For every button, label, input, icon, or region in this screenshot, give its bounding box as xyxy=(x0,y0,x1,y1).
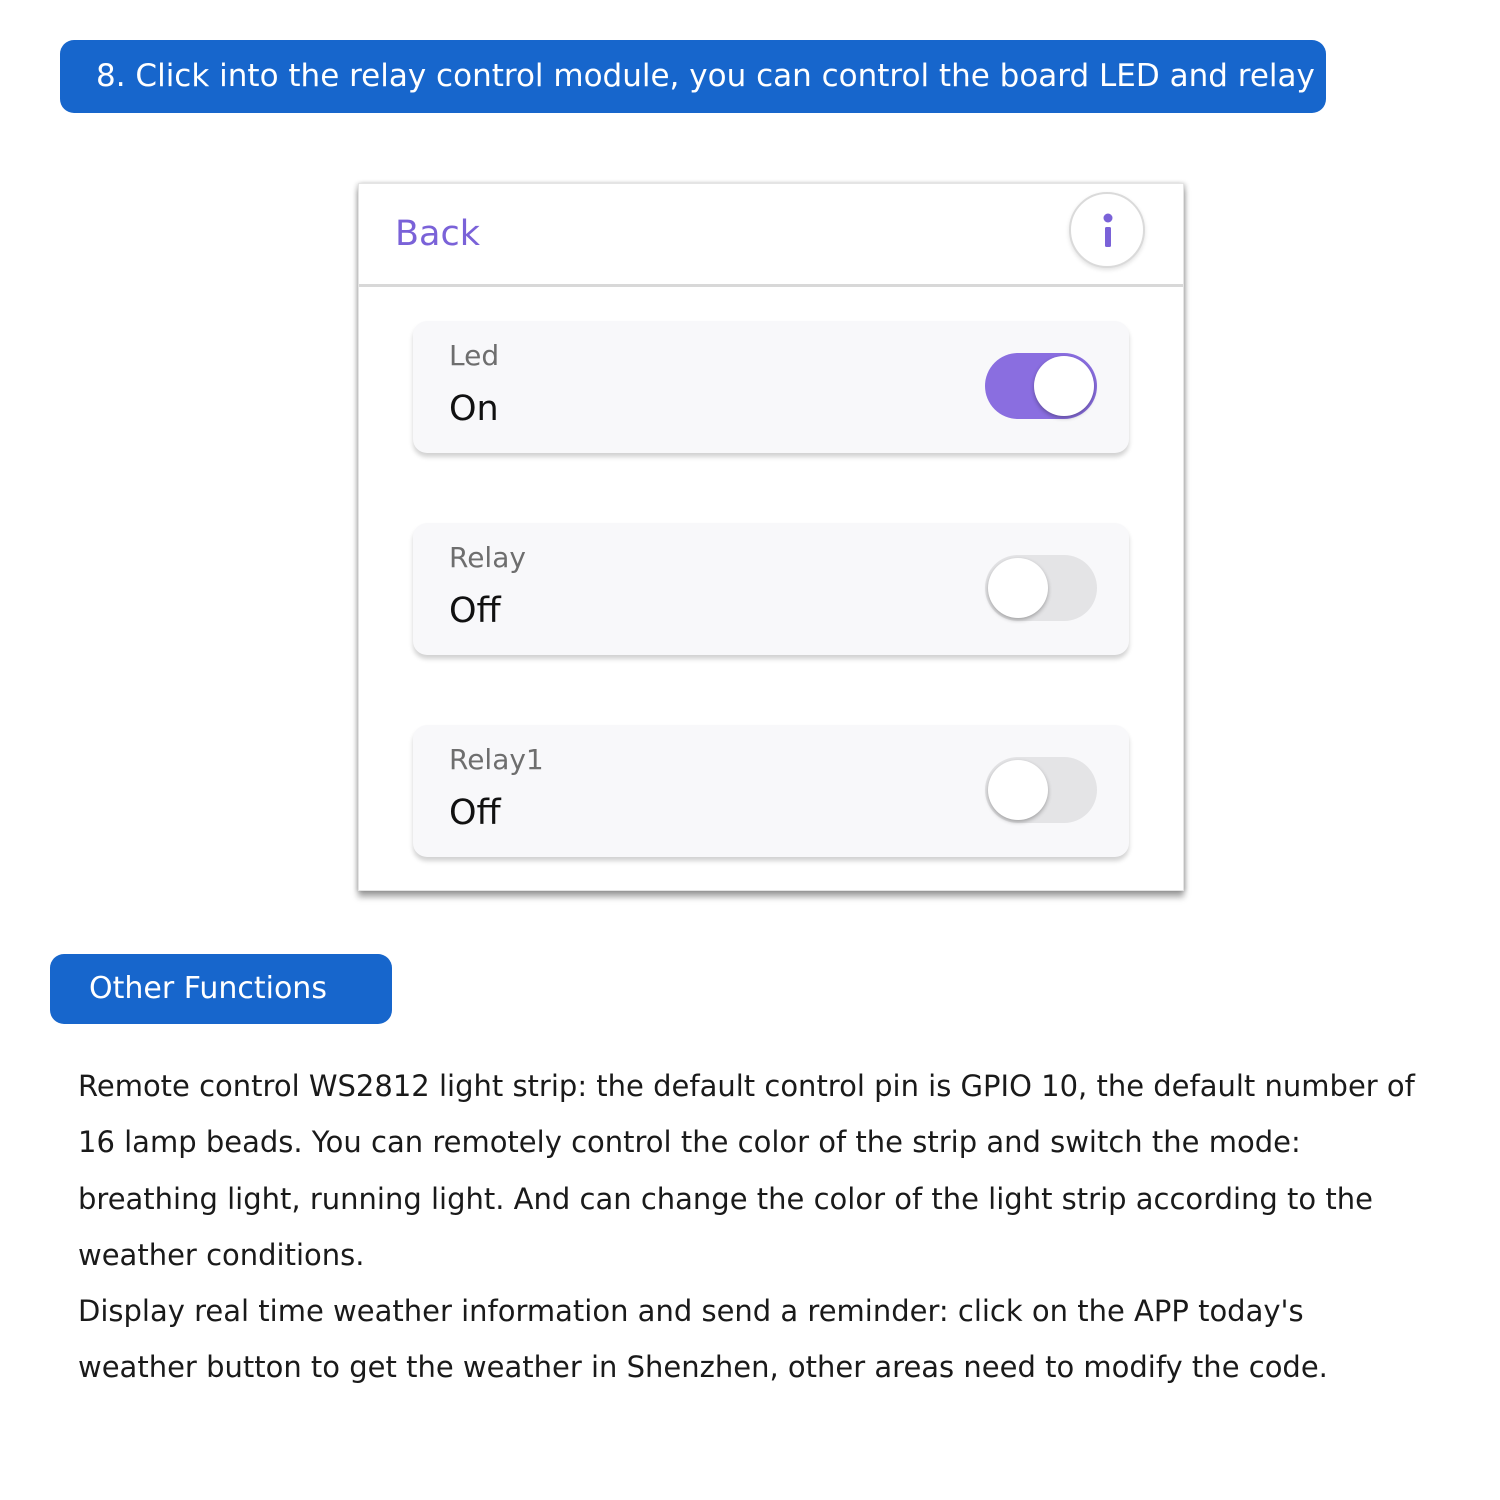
back-button[interactable]: Back xyxy=(395,214,480,254)
toggle-knob xyxy=(988,760,1048,820)
relay1-toggle[interactable] xyxy=(985,757,1097,823)
info-button[interactable] xyxy=(1069,192,1145,268)
control-label: Relay xyxy=(449,541,526,574)
info-icon xyxy=(1071,194,1143,266)
section-banner-text: Other Functions xyxy=(89,971,327,1006)
description-paragraph-weather: Display real time weather information and send a reminder: click on the APP today's weather button to get the weather in Shenzhen, other areas need to modify the code. xyxy=(78,1294,1328,1385)
section-banner xyxy=(50,954,392,1024)
toggle-knob xyxy=(988,558,1048,618)
control-state: Off xyxy=(449,793,501,833)
description xyxy=(78,1058,1418,1396)
control-label: Relay1 xyxy=(449,743,544,776)
toggle-knob xyxy=(1034,356,1094,416)
step-banner xyxy=(60,40,1326,113)
nav-bar xyxy=(359,184,1183,287)
control-card-relay1 xyxy=(413,725,1129,857)
control-card-relay xyxy=(413,523,1129,655)
control-label: Led xyxy=(449,339,500,372)
control-card-led xyxy=(413,321,1129,453)
led-toggle[interactable] xyxy=(985,353,1097,419)
app-screenshot xyxy=(358,183,1184,891)
relay-toggle[interactable] xyxy=(985,555,1097,621)
description-paragraph-light-strip: Remote control WS2812 light strip: the default control pin is GPIO 10, the default number of 16 lamp beads. You can remotely control the color of the strip and switch the mode: breathing light, running light. And can change the color of the light strip according to the weather conditions. xyxy=(78,1069,1415,1272)
control-state: On xyxy=(449,389,499,429)
step-banner-text: 8. Click into the relay control module, you can control the board LED and relay xyxy=(96,58,1315,94)
control-state: Off xyxy=(449,591,501,631)
